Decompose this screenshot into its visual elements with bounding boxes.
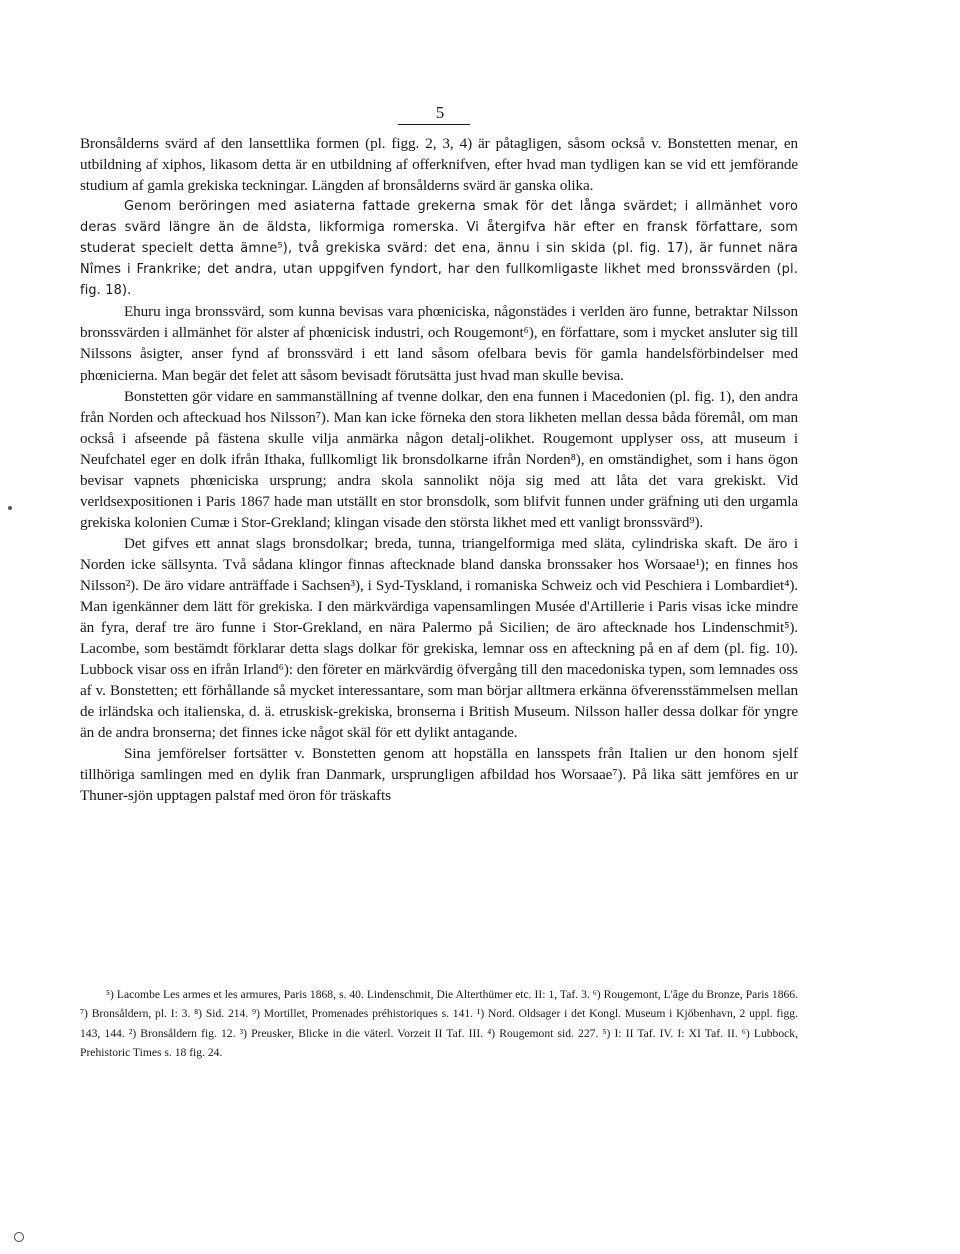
header-rule xyxy=(398,124,470,125)
paragraph-4: Bonstetten gör vidare en sammanställning af tvenne dolkar, den ena funnen i Macedonien (pl. fig. 1), den andra från Norden och afteckuad hos Nilsson⁷). Man kan icke förneka den stora likheten mellan dessa båda föremål, om man också i afseende på fästena skulle vilja anmärka någon detalj-olikhet. Rougemont upplyser oss, att museum i Neufchatel eger en dolk ifrån Ithaka, fullkomligt lik bronsdolkarne ifrån Norden⁸), en omständighet, som i hans ögon bevisar vapnets phœniciska ursprung; andra skola sannolikt nöja sig med att låta det vara grekiskt. Vid verldsexpositionen i Paris 1867 hade man utställt en stor bronsdolk, som blifvit funnen under gräfning uti den urgamla grekiska kolonien Cumæ i Stor-Grekland; klingan visade den största likhet med ett vanligt bronssvärd⁹). xyxy=(80,387,798,531)
footnotes xyxy=(80,985,798,1062)
paragraph-1: Bronsålderns svärd af den lansettlika formen (pl. figg. 2, 3, 4) är påtagligen, såsom också v. Bonstetten menar, en utbildning af xiphos, likasom detta är en utbildning af offerknifven, efter hvad man tydligen kan se vid ett jemförande studium af gamla grekiska teckningar. Längden af bronsålderns svärd är ganska olika. xyxy=(80,135,798,195)
paragraph-3: Ehuru inga bronssvärd, som kunna bevisas vara phœniciska, någonstädes i verlden äro funne, betraktar Nilsson bronssvärden i allmänhet för alster af phœnicisk industri, och Rougemont⁶), en författare, som i mycket ansluter sig till Nilssons åsigter, anser fynd af bronssvärd i ett land såsom ofelbara bevis för gamla handelsförbindelser med phœnicierna. Man begär det felet att såsom bevisadt förutsätta just hvad man skulle bevisa. xyxy=(80,303,798,384)
paragraph-5: Det gifves ett annat slags bronsdolkar; breda, tunna, triangelformiga med släta, cylindriska skaft. De äro i Norden icke sällsynta. Två sådana klingor finnas aftecknade bland danska bronssaker hos Worsaae¹); en finnes hos Nilsson²). De äro vidare anträffade i Sachsen³), i Syd-Tyskland, i romaniska Schweiz och vid Peschiera i Lombardiet⁴). Man igenkänner dem lätt för grekiska. I den märkvärdiga vapensamlingen Musée d'Artillerie i Paris visas icke mindre än fyra, deraf tre äro funne i Stor-Grekland, en nära Palermo på Sicilien; de äro aftecknade hos Lindenschmit⁵). Lacombe, som bestämdt förklarar detta slags dolkar för grekiska, lemnar oss en afteckning på en af dem (pl. fig. 10). Lubbock visar oss en ifrån Irland⁶): den företer en märkvärdig öfvergång till den macedoniska typen, som lemnades oss af v. Bonstetten; ett förhållande så mycket interessantare, som man börjar alltmera erkänna öfverensstämmelsen mellan de irländska och italienska, d. ä. etruskisk-grekiska, bronserna i British Museum. Nilsson haller dessa dolkar för yngre än de andra bronserna; det finnes icke något skäl för ett dylikt antagande. xyxy=(80,534,798,742)
scan-speck xyxy=(8,506,12,510)
page-number: 5 xyxy=(435,103,445,122)
footnote-block: ⁵) Lacombe Les armes et les armures, Paris 1868, s. 40. Lindenschmit, Die Alterthümer etc. II: 1, Taf. 3. ⁶) Rougemont, L'âge du Bronze, Paris 1866. ⁷) Bronsåldern, pl. I: 3. ⁸) Sid. 214. ⁹) Mortillet, Promenades préhistoriques s. 141. ¹) Nord. Oldsager i det Kongl. Museum i Kjöbenhavn, 2 uppl. figg. 143, 144. ²) Bronsåldern fig. 12. ³) Preusker, Blicke in die väterl. Vorzeit II Taf. III. ⁴) Rougemont sid. 227. ⁵) I: II Taf. IV. I: XI Taf. II. ⁶) Lubbock, Prehistoric Times s. 18 fig. 24. xyxy=(80,988,798,1059)
corner-mark xyxy=(14,1232,24,1242)
paragraph-2: Genom beröringen med asiaterna fattade grekerna smak för det långa svärdet; i allmänhet voro deras svärd längre än de äldsta, likformiga romerska. Vi återgifva här efter en fransk författare, som studerat specielt detta ämne⁵), två grekiska svärd: det ena, ännu i sin skida (pl. fig. 17), är funnet nära Nîmes i Frankrike; det andra, utan uppgifven fyndort, har den fullkomligaste likhet med bronssvärden (pl. fig. 18). xyxy=(80,199,798,299)
body-text xyxy=(80,133,798,807)
paragraph-6: Sina jemförelser fortsätter v. Bonstetten genom att hopställa en lansspets från Italien ur den honom sjelf tillhöriga samlingen med en dylik fran Danmark, ursprungligen afbildad hos Worsaae⁷). På lika sätt jemföres en ur Thuner-sjön upptagen palstaf med öron för träskafts xyxy=(80,745,798,805)
